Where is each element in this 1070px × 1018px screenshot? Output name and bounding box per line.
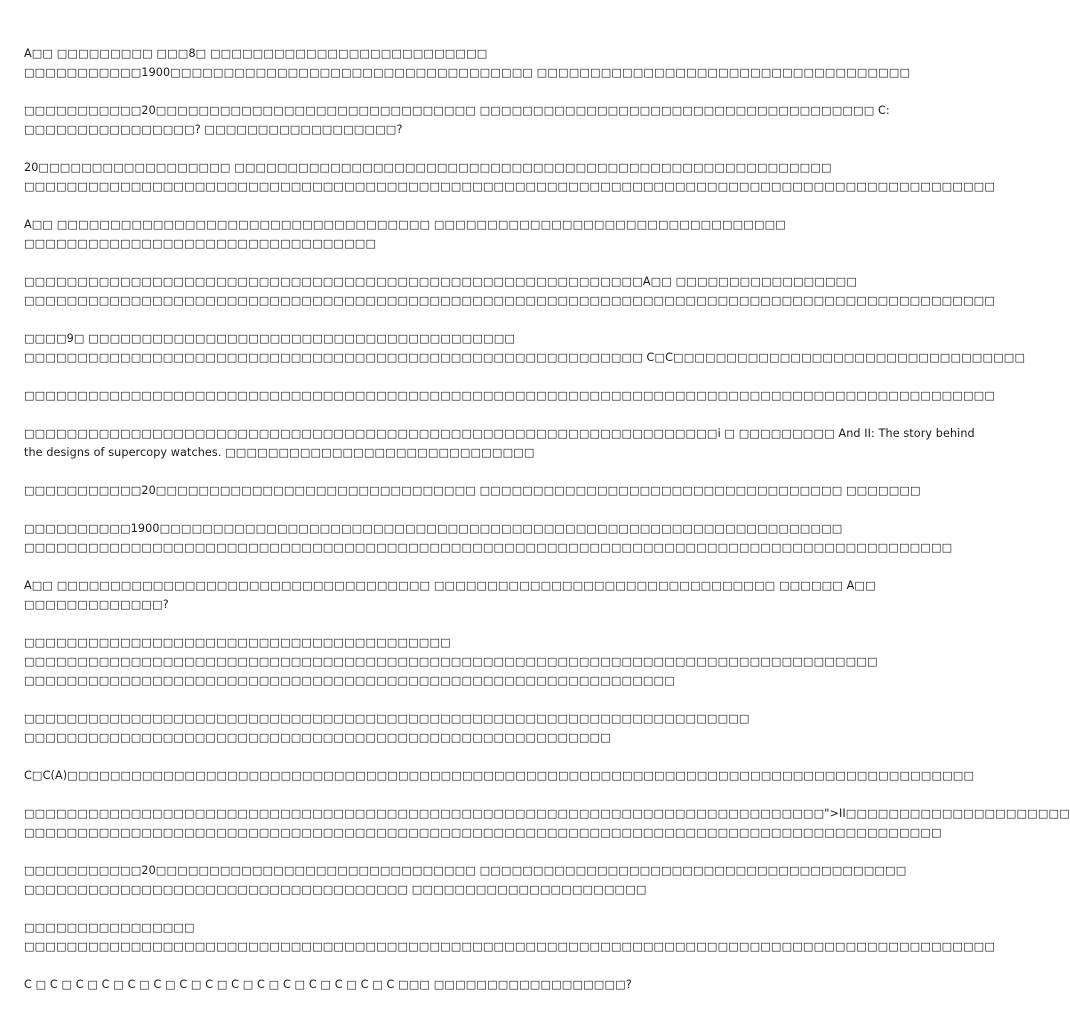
text-paragraph xyxy=(24,709,750,747)
text-line: □□□□□□□□□□□□□□□□□□□□□□□□□□□□□□□□□□□□□□□□□□□□□□□□□□□□□□□□□□□□□□□□□□□□□□□□□□□□□□□□□□□□□□□□□□□ xyxy=(24,940,995,953)
text-paragraph xyxy=(24,424,975,462)
text-line: □□□□□□□□□□□20□□□□□□□□□□□□□□□□□□□□□□□□□□□□□□ □□□□□□□□□□□□□□□□□□□□□□□□□□□□□□□□□□□□□□□□ xyxy=(24,864,907,877)
text-line: □□□□□□□□□□□□□□□□□□□□□□□□□□□□□□□□□□□□□□□□□□□□□□□□□□□□□□□□□□□□□□□□□□□□□□□□□□□□□□□□□□□□□□ xyxy=(24,826,942,839)
text-paragraph xyxy=(24,975,696,994)
text-line: A□□ □□□□□□□□□ □□□8□ □□□□□□□□□□□□□□□□□□□□□□□□□□ xyxy=(24,47,488,60)
text-line: □□□□□□□□□□□□□□□□□□□□□□□□□□□□□□□□□□□□ □□□□□□□□□□□□□□□□□□□□□□ xyxy=(24,883,647,896)
text-paragraph xyxy=(24,918,995,956)
text-paragraph xyxy=(24,861,907,899)
text-paragraph xyxy=(24,386,995,405)
text-paragraph xyxy=(24,329,1026,367)
text-paragraph xyxy=(24,158,995,196)
text-paragraph xyxy=(24,519,953,557)
text-paragraph xyxy=(24,481,921,500)
text-line: □□□□□□□□□□□20□□□□□□□□□□□□□□□□□□□□□□□□□□□□□□ □□□□□□□□□□□□□□□□□□□□□□□□□□□□□□□□□□ □□□□□□□ xyxy=(24,484,921,497)
text-line: □□□□□□□□□□□□□? xyxy=(24,598,169,611)
text-line: □□□□□□□□□□1900□□□□□□□□□□□□□□□□□□□□□□□□□□□□□□□□□□□□□□□□□□□□□□□□□□□□□□□□□□□□□□□□ xyxy=(24,522,843,535)
text-line: □□□□□□□□□□□□□□□□□□□□□□□□□□□□□□□□□□□□□□□□□□□□□□□□□□□□□□□□□□□□□□□□□□□□□□□□□□□□□□□□□□□□□□□□□□□ xyxy=(24,294,995,307)
text-line: □□□□□□□□□□□□□□□□□□□□□□□□□□□□□□□□□□□□□□□□□□□□□□□□□□□□□□□□□□□□□□□□□□□□□□□□□□□□□□□□□□□□□□□ xyxy=(24,541,953,554)
text-line: □□□□9□ □□□□□□□□□□□□□□□□□□□□□□□□□□□□□□□□□□□□□□□□ xyxy=(24,332,516,345)
text-paragraph xyxy=(24,272,995,310)
text-line: □□□□□□□□□□□□□□□□□□□□□□□□□□□□□□□□□□□□□□□□□□□□□□□□□□□□□□□□□□A□□ □□□□□□□□□□□□□□□□□ xyxy=(24,275,858,288)
text-line: □□□□□□□□□□□□□□□□□□□□□□□□□□□□□□□□□□□□□□□□□□□□□□□□□□□□□□□□□□□□□□□□□□□□□□□□□□□">II□□□□□□□□□□□□□□□□□□□□□ xyxy=(24,807,1070,820)
text-line: □□□□□□□□□□□□□□□□ xyxy=(24,921,195,934)
text-paragraph xyxy=(24,44,911,82)
text-line: □□□□□□□□□□□□□□□□□□□□□□□□□□□□□□□□□□□□□□□□□□□□□□□□□□□□□□□□□□ C□C□□□□□□□□□□□□□□□□□□□□□□□□□□□□□□□□□ xyxy=(24,351,1026,364)
text-line: □□□□□□□□□□□□□□□□□□□□□□□□□□□□□□□□□□□□□□□□□□□□□□□□□□□□□□□ xyxy=(24,731,611,744)
text-line: □□□□□□□□□□□□□□□□□□□□□□□□□□□□□□□□□□□□□□□□□□□□□□□□□□□□□□□□□□□□□□□□□□□□ xyxy=(24,712,750,725)
text-line: the designs of supercopy watches. □□□□□□□□□□□□□□□□□□□□□□□□□□□□□ xyxy=(24,446,535,459)
text-line: A□□ □□□□□□□□□□□□□□□□□□□□□□□□□□□□□□□□□□□ □□□□□□□□□□□□□□□□□□□□□□□□□□□□□□□□□ xyxy=(24,218,786,231)
text-line: □□□□□□□□□□□□□□□□□□□□□□□□□□□□□□□□□□□□□□□□□□□□□□□□□□□□□□□□□□□□□□□□□□□□□□□□□□□□□□□□□□□□□□□□□□□ xyxy=(24,180,995,193)
text-line: □□□□□□□□□□□□□□□□□□□□□□□□□□□□□□□□□ xyxy=(24,237,377,250)
text-line: □□□□□□□□□□□□□□□□□□□□□□□□□□□□□□□□□□□□□□□□□□□□□□□□□□□□□□□□□□□□□□□□□□□□□□□□□□□□□□□□□□□□□□□□□□□ xyxy=(24,389,995,402)
text-line: □□□□□□□□□□□□□□□□□□□□□□□□□□□□□□□□□□□□□□□□□□□□□□□□□□□□□□□□□□□□□□□□□□□□□□□□□□□□□□□□ xyxy=(24,655,878,668)
text-paragraph xyxy=(24,101,890,139)
text-line: C□C(A)□□□□□□□□□□□□□□□□□□□□□□□□□□□□□□□□□□□□□□□□□□□□□□□□□□□□□□□□□□□□□□□□□□□□□□□□□□□□□□□□□□□□□ xyxy=(24,769,975,782)
text-line: 20□□□□□□□□□□□□□□□□□□ □□□□□□□□□□□□□□□□□□□□□□□□□□□□□□□□□□□□□□□□□□□□□□□□□□□□□□□□ xyxy=(24,161,832,174)
text-line: □□□□□□□□□□□□□□□□□□□□□□□□□□□□□□□□□□□□□□□□ xyxy=(24,636,451,649)
text-line: A□□ □□□□□□□□□□□□□□□□□□□□□□□□□□□□□□□□□□□ □□□□□□□□□□□□□□□□□□□□□□□□□□□□□□□□ □□□□□□ A□□ xyxy=(24,579,876,592)
text-paragraph xyxy=(24,576,876,614)
text-line: □□□□□□□□□□□□□□□□□□□□□□□□□□□□□□□□□□□□□□□□□□□□□□□□□□□□□□□□□□□□□□□□□i □ □□□□□□□□□ And II: The story behind xyxy=(24,427,975,440)
text-line: □□□□□□□□□□□□□□□□? □□□□□□□□□□□□□□□□□□? xyxy=(24,123,403,136)
text-paragraph xyxy=(24,215,786,253)
text-paragraph xyxy=(24,804,1070,842)
text-line: C □ C □ C □ C □ C □ C □ C □ C □ C □ C □ C □ C □ C □ C □ C □□□ □□□□□□□□□□□□□□□□□□? xyxy=(24,978,632,991)
text-line: □□□□□□□□□□□20□□□□□□□□□□□□□□□□□□□□□□□□□□□□□□ □□□□□□□□□□□□□□□□□□□□□□□□□□□□□□□□□□□□□ C: xyxy=(24,104,890,117)
text-paragraph xyxy=(24,633,878,690)
text-line: □□□□□□□□□□□1900□□□□□□□□□□□□□□□□□□□□□□□□□□□□□□□□□□ □□□□□□□□□□□□□□□□□□□□□□□□□□□□□□□□□□□ xyxy=(24,66,911,79)
text-line: □□□□□□□□□□□□□□□□□□□□□□□□□□□□□□□□□□□□□□□□□□□□□□□□□□□□□□□□□□□□□ xyxy=(24,674,675,687)
text-paragraph xyxy=(24,766,975,785)
